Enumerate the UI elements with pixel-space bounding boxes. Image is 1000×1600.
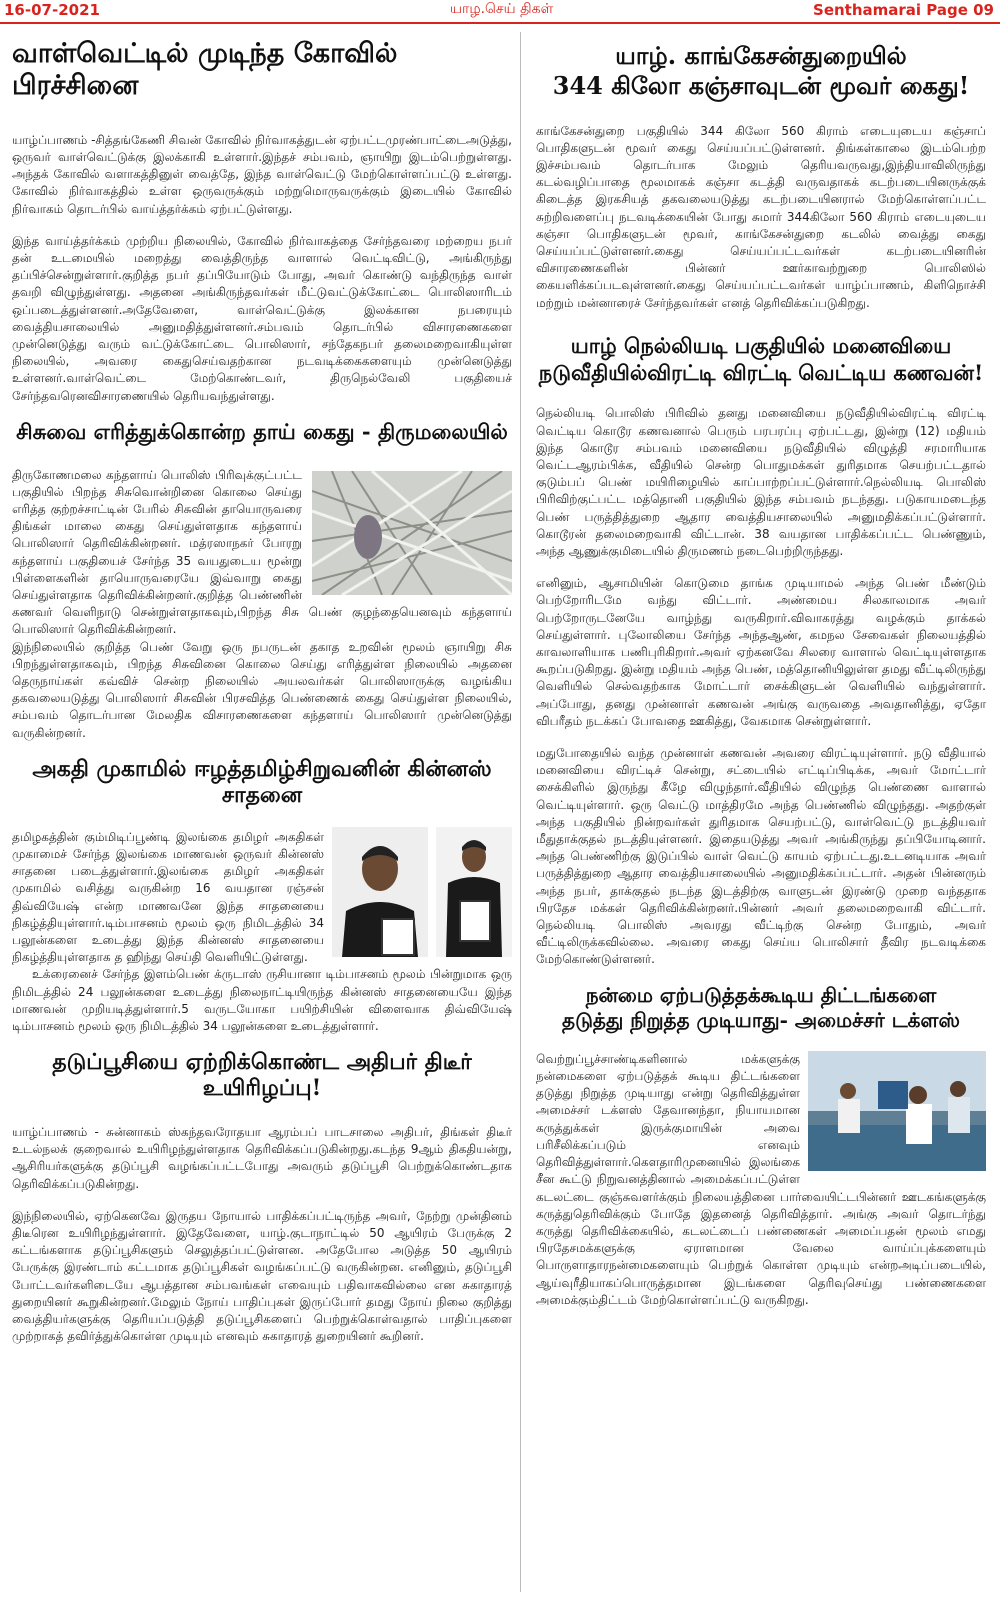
page-label: Senthamarai Page 09 [813, 1, 994, 19]
article-minister-headline-line1: நன்மை ஏற்படுத்தக்கூடிய திட்டங்களை [585, 982, 937, 1007]
student-record-photos [332, 827, 512, 957]
paragraph: நெல்லியடி பொலிஸ் பிரிவில் தனது மனைவியை நடுவீதியில்விரட்டி விரட்டி வெட்டிய கொடூர கணவனால் பெரும் பரபரப்பு ஏற்பட்டது, இன்று (12) மதியம் இந்த கொடூர சம்பவம் மனைவியை நடுவீதியில் விழுத்தி சரமாரியாக வெட்டஆரம்பிக்க, வீதியில் சென்ற பொதுமக்கள் துரிதமாக செயற்பட்டதால் குடும்பப் பெண் மயிரிழையில் காப்பாற்றப்பட்டுள்ளார்.நெல்லியடி பொலிஸ் பிரிவிற்குட்பட்ட மத்தொனி பகுதியில் இந்த சம்பவம் நடந்தது. படுகாயமடைந்த பெண் பருத்தித்துறை ஆதார வைத்தியசாலையில் அனுமதிக்கப்பட்டுள்ளார். கொடூரன் தலைமறைவாகி விட்டான். 38 வயதான பாதிக்கப்பட்ட பெண்ணும், அந்த ஆணுக்குமிடையில் திருமணம் நடைபெற்றிருந்தது. [536, 406, 986, 559]
article-infant-headline: சிசுவை எரித்துக்கொன்ற தாய் கைது - திருமலையில் [16, 418, 508, 444]
article-nelliyadi-body [536, 405, 986, 968]
paragraph: தமிழகத்தின் கும்மிடிப்பூண்டி இலங்கை தமிழர் அகதிகள் முகாமைச் சேர்ந்த இலங்கை மாணவன் ஒருவர் கின்னஸ் சாதனை படைத்துள்ளார்.இலங்கை தமிழர் அகதிகள் முகாமில் வசித்து வருகின்ற 16 வயதான ரஞ்சன் திவ்வியேஷ் என்ற மாணவனே இந்த சாதனையை நிகழ்த்தியுள்ளார்.டிம்பாசனம் மூலம் ஒரு நிமிடத்தில் 34 பலூன்களை உடைத்து இந்த கின்னஸ் சாதனையை நிகழ்த்தியுள்ளதாக த ஹிந்து செய்தி வெளியிட்டுள்ளது. [12, 829, 324, 965]
article-guinness-body [12, 829, 512, 1035]
article-nelliyadi-headline-line2: நடுவீதியில்விரட்டி விரட்டி வெட்டிய கணவன்! [538, 359, 984, 385]
article-infant-body [12, 467, 512, 742]
paragraph: வெற்றுப்பூச்சாண்டிகளினால் மக்களுக்கு நன்மைகளை ஏற்படுத்தக் கூடிய திட்டங்களை தடுத்து நிறுத்த முடியாது என்று தெரிவித்துள்ள அமைச்சர் டக்ளஸ் தேவானந்தா, நியாயமான கருத்துக்கள் இருக்குமாயின் அவை பரிசீலிக்கப்படும் எனவும் தெரிவித்துள்ளார்.கௌதாரிமுனையில் இலங்கை சீன கூட்டு நிறுவனத்தினால் அமைக்கப்பட்டுள்ள கடலட்டை குஞ்சுவளர்க்கும் நிலையத்தினை பார்வையிட்டபின்னர் ஊடகங்களுக்கு கருத்துதெரிவிக்கும் போதே இதனைத் தெரிவித்தார். அங்கு அவர் தொடர்ந்து கருத்து தெரிவிக்கையில், கடலட்டைப் பண்ணைகள் அமைப்பதன் மூலம் எமது பிரதேசமக்களுக்கு ஏராளமான வேலை வாய்ப்புக்களையும் பொருளாதாரநன்மைகளையும் பெற்றுக் கொள்ள முடியும் என்றஅடிப்படையில், ஆய்வுரீதியாகப்பொருத்தமான இடங்களை தெரிவுசெய்து பண்ணைகளை அமைக்கும்திட்டம் மேற்கொள்ளப்பட்டு வருகிறது. [536, 1051, 986, 1307]
paragraph: காங்கேசன்துறை பகுதியில் 344 கிலோ 560 கிராம் எடையுடைய கஞ்சாப் பொதிகளுடன் மூவர் கைது செய்யப்பட்டுள்ளனர். திங்கள்காலை இடம்பெற்ற இச்சம்பவம் தொடர்பாக மேலும் தெரியவருவது,இந்தியாவிலிருந்து கடல்வழிப்பாதை மூலமாகக் கஞ்சா கடத்தி வருவதாகக் கடற்படையினருக்குக் கிடைத்த இரகசியத் தகவலையடுத்து கடற்படையினரால் மேற்கொள்ளப்பட்ட சுற்றிவளைப்பு நடவடிக்கையின் போது சுமார் 344கிலோ 560 கிராம் எடையுடைய கஞ்சா பொதிகளுடன் மூவர், காங்கேசன்துறை கடலில் வைத்து கைது செய்யப்பட்டுள்ளனர்.கைது செய்யப்பட்டவர்கள் கடற்படையினரின் விசாரணைகளின் பின்னர் ஊர்காவற்றுறை பொலிஸில் கையளிக்கப்படவுள்ளனர்.கைது செய்யப்பட்டவர்கள் யாழ்ப்பாணம், கிளிநொச்சி மற்றும் மன்னாரைச் சேர்ந்தவர்கள் எனத் தெரிவிக்கப்படுகிறது. [536, 123, 986, 310]
paragraph: மதுபோதையில் வந்த முன்னாள் கணவன் அவரை விரட்டியுள்ளார். நடு வீதியால் மனைவியை விரட்டிச் சென்று, சட்டையில் எட்டிப்பிடிக்க, அவர் மோட்டார் சைக்கிளில் இருந்து கீழே விழுந்தார்.வீதியில் விழுந்த பெண்ணை வாளால் வெட்டியுள்ளார். ஒரு வெட்டு மாத்திரமே அந்த பெண்ணில் விழுந்தது. அதற்குள் அந்த பகுதியில் நின்றவர்கள் துரிதமாக செயற்பட்டு, வாள்வெட்டு நடத்தியவர் மீதுதாக்குதல் நடத்தியுள்ளனர். இதையடுத்து அவர் அங்கிருந்து தப்பியோடினார். அந்த பெண்ணிற்கு இடுப்பில் வாள் வெட்டு காயம் ஏற்பட்டது.உடனடியாக அவர் பருத்தித்துறை ஆதார வைத்தியசாலையில் அனுமதிக்கப்பட்டார். அதன் பின்னரும் அந்த நபர், தாக்குதல் நடந்த இடத்திற்கு வாளுடன் இரண்டு முறை வந்ததாக பிரதேச மக்கள் தெரிவிக்கின்றனர்.பின்னர் அவர் தலைமறைவாகி விட்டார். நெல்லியடி பொலிஸ் அவரது வீட்டிற்கு சென்ற போதும், அவர் வீட்டிலிருக்கவில்லை. அவரை கைது செய்ய பொலிசார் தீவிர நடவடிக்கை மேற்கொண்டுள்ளனர். [536, 746, 986, 967]
paragraph: இந்த வாய்த்தர்க்கம் முற்றிய நிலையில், கோவில் நிர்வாகத்தை சேர்ந்தவரை மற்றைய நபர் தன் உடமையில் மறைத்து வைத்திருந்த வாளால் வெட்டிவிட்டு, அங்கிருந்து தப்பிச்சென்றுள்ளார்.குறித்த நபர் தப்பியோடும் போது, அவர் கொண்டு வந்திருந்த வாள் தவறி விழுந்துள்ளது. அதனை அங்கிருந்தவர்கள் மீட்டுவட்டுக்கோட்டை பொலிஸாரிடம் ஒப்படைத்துள்ளனர்.அதேவேளை, வாள்வெட்டுக்கு இலக்கான நபரையும் வைத்தியசாலையில் அனுமதித்துள்ளனர்.சம்பவம் தொடர்பில் விசாரணைகளை முன்னெடுத்து வரும் வட்டுக்கோட்டை பொலிஸார், சந்தேகநபர் தலைமறைவாகியுள்ள நிலையில், அவரை கைதுசெய்வதற்கான நடவடிக்கைகளையும் முன்னெடுத்து உள்ளனர்.வாள்வெட்டை மேற்கொண்டவர், திருநெல்வேலி பகுதியைச் சேர்ந்தவரெனவிசாரணையில் தெரியவந்துள்ளது. [12, 233, 512, 403]
article-vaccine-body [12, 1124, 512, 1345]
crime-scene-photo [312, 471, 512, 595]
issue-date: 16-07-2021 [4, 1, 100, 19]
section-name: யாழ.செய் திகள் [450, 1, 554, 17]
article-nelliyadi-headline-line1: யாழ் நெல்லியடி பகுதியில் மனைவியை [570, 332, 952, 358]
paragraph: யாழ்ப்பாணம் - சுன்னாகம் ஸ்கந்தவரோதயா ஆரம்பப் பாடசாலை அதிபர், திங்கள் திடீர் உடல்நலக் குறைவால் உயிரிழந்துள்ளதாக தெரிவிக்கப்படுகின்றது.கடந்த 9ஆம் திகதியன்று, ஆசிரியர்களுக்கு தடுப்பூசி வழங்கப்பட்டபோது அவரும் தடுப்பூசி பெற்றுக்கொண்டதாக தெரிவிக்கப்படுகின்றது. [12, 1125, 512, 1191]
article-cannabis-headline-line1: யாழ். காங்கேசன்துறையில் [615, 41, 907, 70]
right-column [536, 32, 986, 1324]
article-minister-headline-line2: தடுத்து நிறுத்த முடியாது- அமைச்சர் டக்ளஸ் [562, 1008, 960, 1033]
paragraph: யாழ்ப்பாணம் -சித்தங்கேணி சிவன் கோவில் நிர்வாகத்துடன் ஏற்பட்டமுரண்பாட்டைஅடுத்து, ஒருவர் வாள்வெட்டுக்கு இலக்காகி உள்ளார்.இந்தச் சம்பவம், ஞாயிறு இடம்பெற்றுள்ளது. அந்தக் கோவில் வளாகத்தினுள் வைத்தே, இந்த வாள்வெட்டு மேற்கொள்ளப்பட்டு உள்ளது. கோவில் நிர்வாகத்தில் உள்ள ஒருவருக்கும் மற்றுமொருவருக்கும் இடையில் கோவில் நிர்வாகம் தொடர்பில் வாய்த்தர்க்கம் ஏற்பட்டுள்ளது. [12, 132, 512, 216]
article-minister-body [536, 1051, 986, 1309]
article-cannabis-headline-line2: 344 கிலோ கஞ்சாவுடன் மூவர் கைது! [552, 71, 970, 101]
minister-visit-photo [808, 1051, 986, 1171]
paragraph: இந்நிலையில் குறித்த பெண் வேறு ஒரு நபருடன் தகாத உறவின் மூலம் ஞாயிறு சிசு பிறந்துள்ளதாகவும், பிறந்த சிசுவினை கொலை செய்து எரித்துள்ள நிலையில் அதனை தெருநாய்கள் கவ்விச் சென்ற நிலையில் அயலவர்கள் பொலிஸாருக்கு வழங்கிய தகவலையடுத்து பொலிஸார் சிசுவின் பிரசவித்த பெண்ணைக் கைது செய்துள்ள நிலையில், சம்பவம் தொடர்பான மேலதிக விசாரணைகளை கந்தளாய் பொலிஸார் முன்னெடுத்து வருகின்றனர். [12, 639, 512, 740]
article-cannabis-body [536, 123, 986, 312]
paragraph: இந்நிலையில், ஏற்கெனவே இருதய நோயால் பாதிக்கப்பட்டிருந்த அவர், நேற்று முன்தினம் திடீரென உயிரிழந்துள்ளார். இதேவேளை, யாழ்.குடாநாட்டில் 50 ஆயிரம் பேருக்கு 2 கட்டங்களாக தடுப்பூசிகளும் செலுத்தப்பட்டுள்ளன. அதேபோல அடுத்த 50 ஆயிரம் பேருக்கு இரண்டாம் கட்டமாக தடுப்பூசிகள் வழங்கப்பட்டு வருகின்றன. எனினும், தடுப்பூசி போட்டவர்களிடையே ஆபத்தான சம்பவங்கள் எவையும் பதிவாகவில்லை என சுகாதாரத் துறையினர் கூறுகின்றனர்.மேலும் நோய் பாதிப்புகள் இருப்போர் தமது நோய் நிலை குறித்து வைத்தியர்களுக்கு தெரியப்படுத்தி தடுப்பூசிகளைப் பெற்றுக்கொள்வதால் பாதிப்புகளை முற்றாகத் தவிர்த்துக்கொள்ள முடியும் எனவும் சுகாதாரத் துறையினர் கூறினர். [12, 1208, 512, 1344]
paragraph: எனினும், ஆசாமியின் கொடுமை தாங்க முடியாமல் அந்த பெண் மீண்டும் பெற்றோரிடமே வந்து விட்டார். அண்மைய சிலகாலமாக அவர் பெற்றோருடனேயே வாழ்ந்து வருகிறார்.விவாகரத்து வழக்கும் தாக்கல் செய்துள்ளார். புலோலியை சேர்ந்த அந்தஆண், கமநல சேவைகள் நிலையத்தில் காவலாளியாக பணிபுரிகிறார்.அவர் ஏற்கனவே சிலரை வாளால் வெட்டியுள்ளதாக கூறப்படுகிறது. இன்று மதியம் அந்த பெண், மத்தொனியிலுள்ள தமது வீட்டிலிருந்து வெளியில் செல்வதற்காக மோட்டார் சைக்கிளுடன் வெளியில் வந்துள்ளார். அப்போது, தனது முன்னாள் கணவன் அங்கு வருவதை அவதானித்து, ஏதோ விபரீதம் நடக்கப் போவதை ஊகித்து, வேகமாக சென்றுள்ளார். [536, 576, 986, 728]
student-photo [436, 827, 512, 957]
paragraph: உக்ரைனைச் சேர்ந்த இளம்பெண் க்ருடாஸ் ருசியானா டிம்பாசனம் மூலம் பின்றுமாக ஒரு நிமிடத்தில் 24 பலூன்களை உடைத்து நிலைநாட்டியிருந்த கின்னஸ் சாதனையையே இந்த மாணவன் முறியடித்துள்ளார்.5 வருடயோகா பயிற்சியின் விளைவாக திவ்வியேஷ் டிம்பாசனம் மூலம் ஒரு நிமிடத்தில் 34 பலூன்களை உடைத்துள்ளார். [12, 967, 512, 1033]
column-divider [520, 32, 521, 1592]
article-vaccine-headline: தடுப்பூசியை ஏற்றிக்கொண்ட அதிபர் திடீர் உயிரிழப்பு! [52, 1049, 472, 1102]
article-temple-headline: வாள்வெட்டில் முடிந்த கோவில் பிரச்சினை [12, 38, 398, 101]
left-column [12, 32, 512, 1360]
article-temple-body [12, 132, 512, 405]
article-guinness-headline: அகதி முகாமில் ஈழத்தமிழ்சிறுவனின் கின்னஸ் சாதனை [32, 755, 492, 808]
student-photo [332, 827, 428, 957]
paragraph: திருகோணமலை கந்தளாய் பொலிஸ் பிரிவுக்குட்பட்ட பகுதியில் பிறந்த சிசுவொன்றினை கொலை செய்து எரித்த குற்றச்சாட்டின் பேரில் சிசுவின் தாயொருவரை திங்கள் மாலை கைது செய்துள்ளதாக கந்தளாய் பொலிஸார் தெரிவிக்கின்றனர். மத்ரஸாநகர் போரறு கந்தளாய் பகுதியைச் சேர்ந்த 35 வயதுடைய மூன்று பிள்ளைகளின் தாயொருவரையே இவ்வாறு கைது செய்துள்ளதாக தெரிவிக்கின்றனர்.குறித்த பெண்ணின் கணவர் வெளிநாடு சென்றுள்ளதாகவும்,பிறந்த சிசு பெண் குழந்தையெனவும் கந்தளாய் பொலிஸார் தெரிவிக்கின்றனர். [12, 467, 512, 637]
masthead [0, 0, 1000, 24]
